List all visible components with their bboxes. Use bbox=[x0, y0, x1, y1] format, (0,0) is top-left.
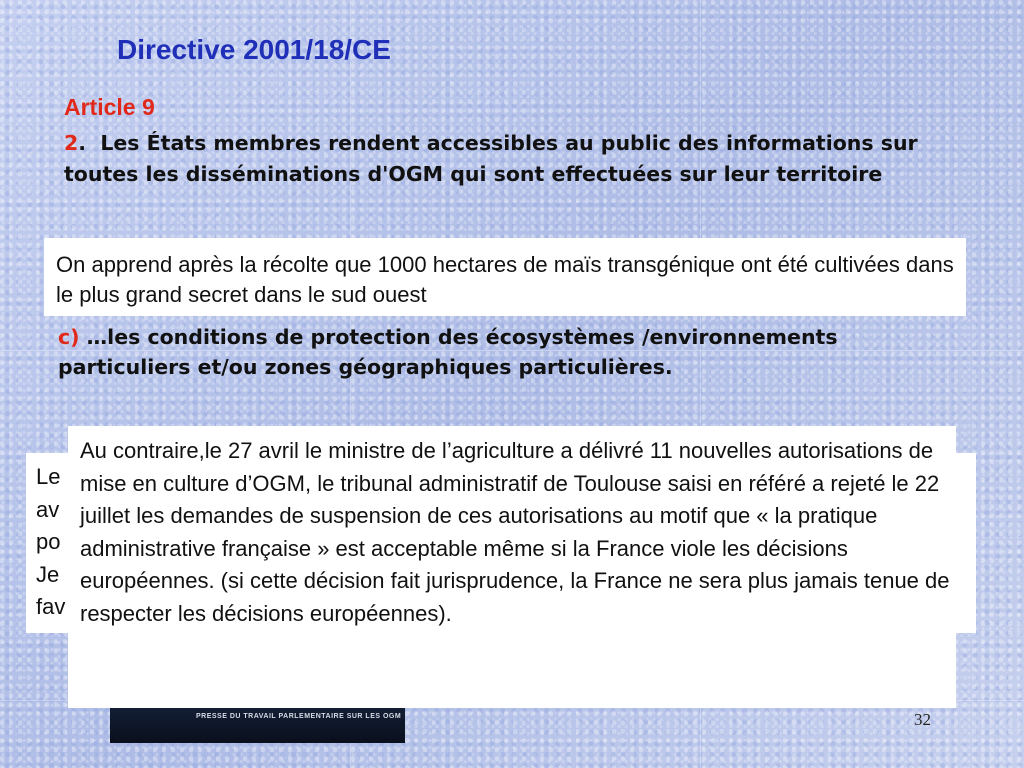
paragraph-number: 2 bbox=[64, 131, 79, 155]
page-number: 32 bbox=[914, 710, 931, 729]
callout-note-authorisations: Au contraire,le 27 avril le ministre de l’agriculture a délivré 11 nouvelles autorisations de mise en culture d’OGM, le tribunal administratif de Toulouse saisi en référé a rejeté le 22 juillet les demandes de suspension de ces autorisations au motif que « la pratique administrative française » est acceptable même si la France viole les décisions européennes. (si cette décision fait jurisprudence, la France ne sera plus jamais tenue de respecter les décisions européennes). bbox=[68, 426, 956, 708]
paragraph-separator: . bbox=[78, 131, 87, 155]
article-heading: Article 9 bbox=[64, 94, 155, 120]
paragraph-text: Les États membres rendent accessibles au public des informations sur toutes les disséminations d'OGM qui sont effectuées sur leur territoire bbox=[64, 131, 918, 186]
paragraph-marker: c) bbox=[58, 325, 80, 349]
paragraph-text: …les conditions de protection des écosystèmes /environnements particuliers et/ou zones géographiques particulières. bbox=[58, 325, 838, 379]
obscured-callout-note: Le av po Je fav bbox=[26, 453, 976, 633]
photo-caption: PRESSE DU TRAVAIL PARLEMENTAIRE SUR LES OGM bbox=[196, 713, 402, 720]
article-paragraph-c bbox=[58, 322, 958, 382]
article-paragraph-2 bbox=[64, 128, 964, 190]
callout-note-harvest: On apprend après la récolte que 1000 hectares de maïs transgénique ont été cultivées dans le plus grand secret dans le sud ouest bbox=[44, 238, 966, 316]
slide-title: Directive 2001/18/CE bbox=[117, 34, 391, 65]
